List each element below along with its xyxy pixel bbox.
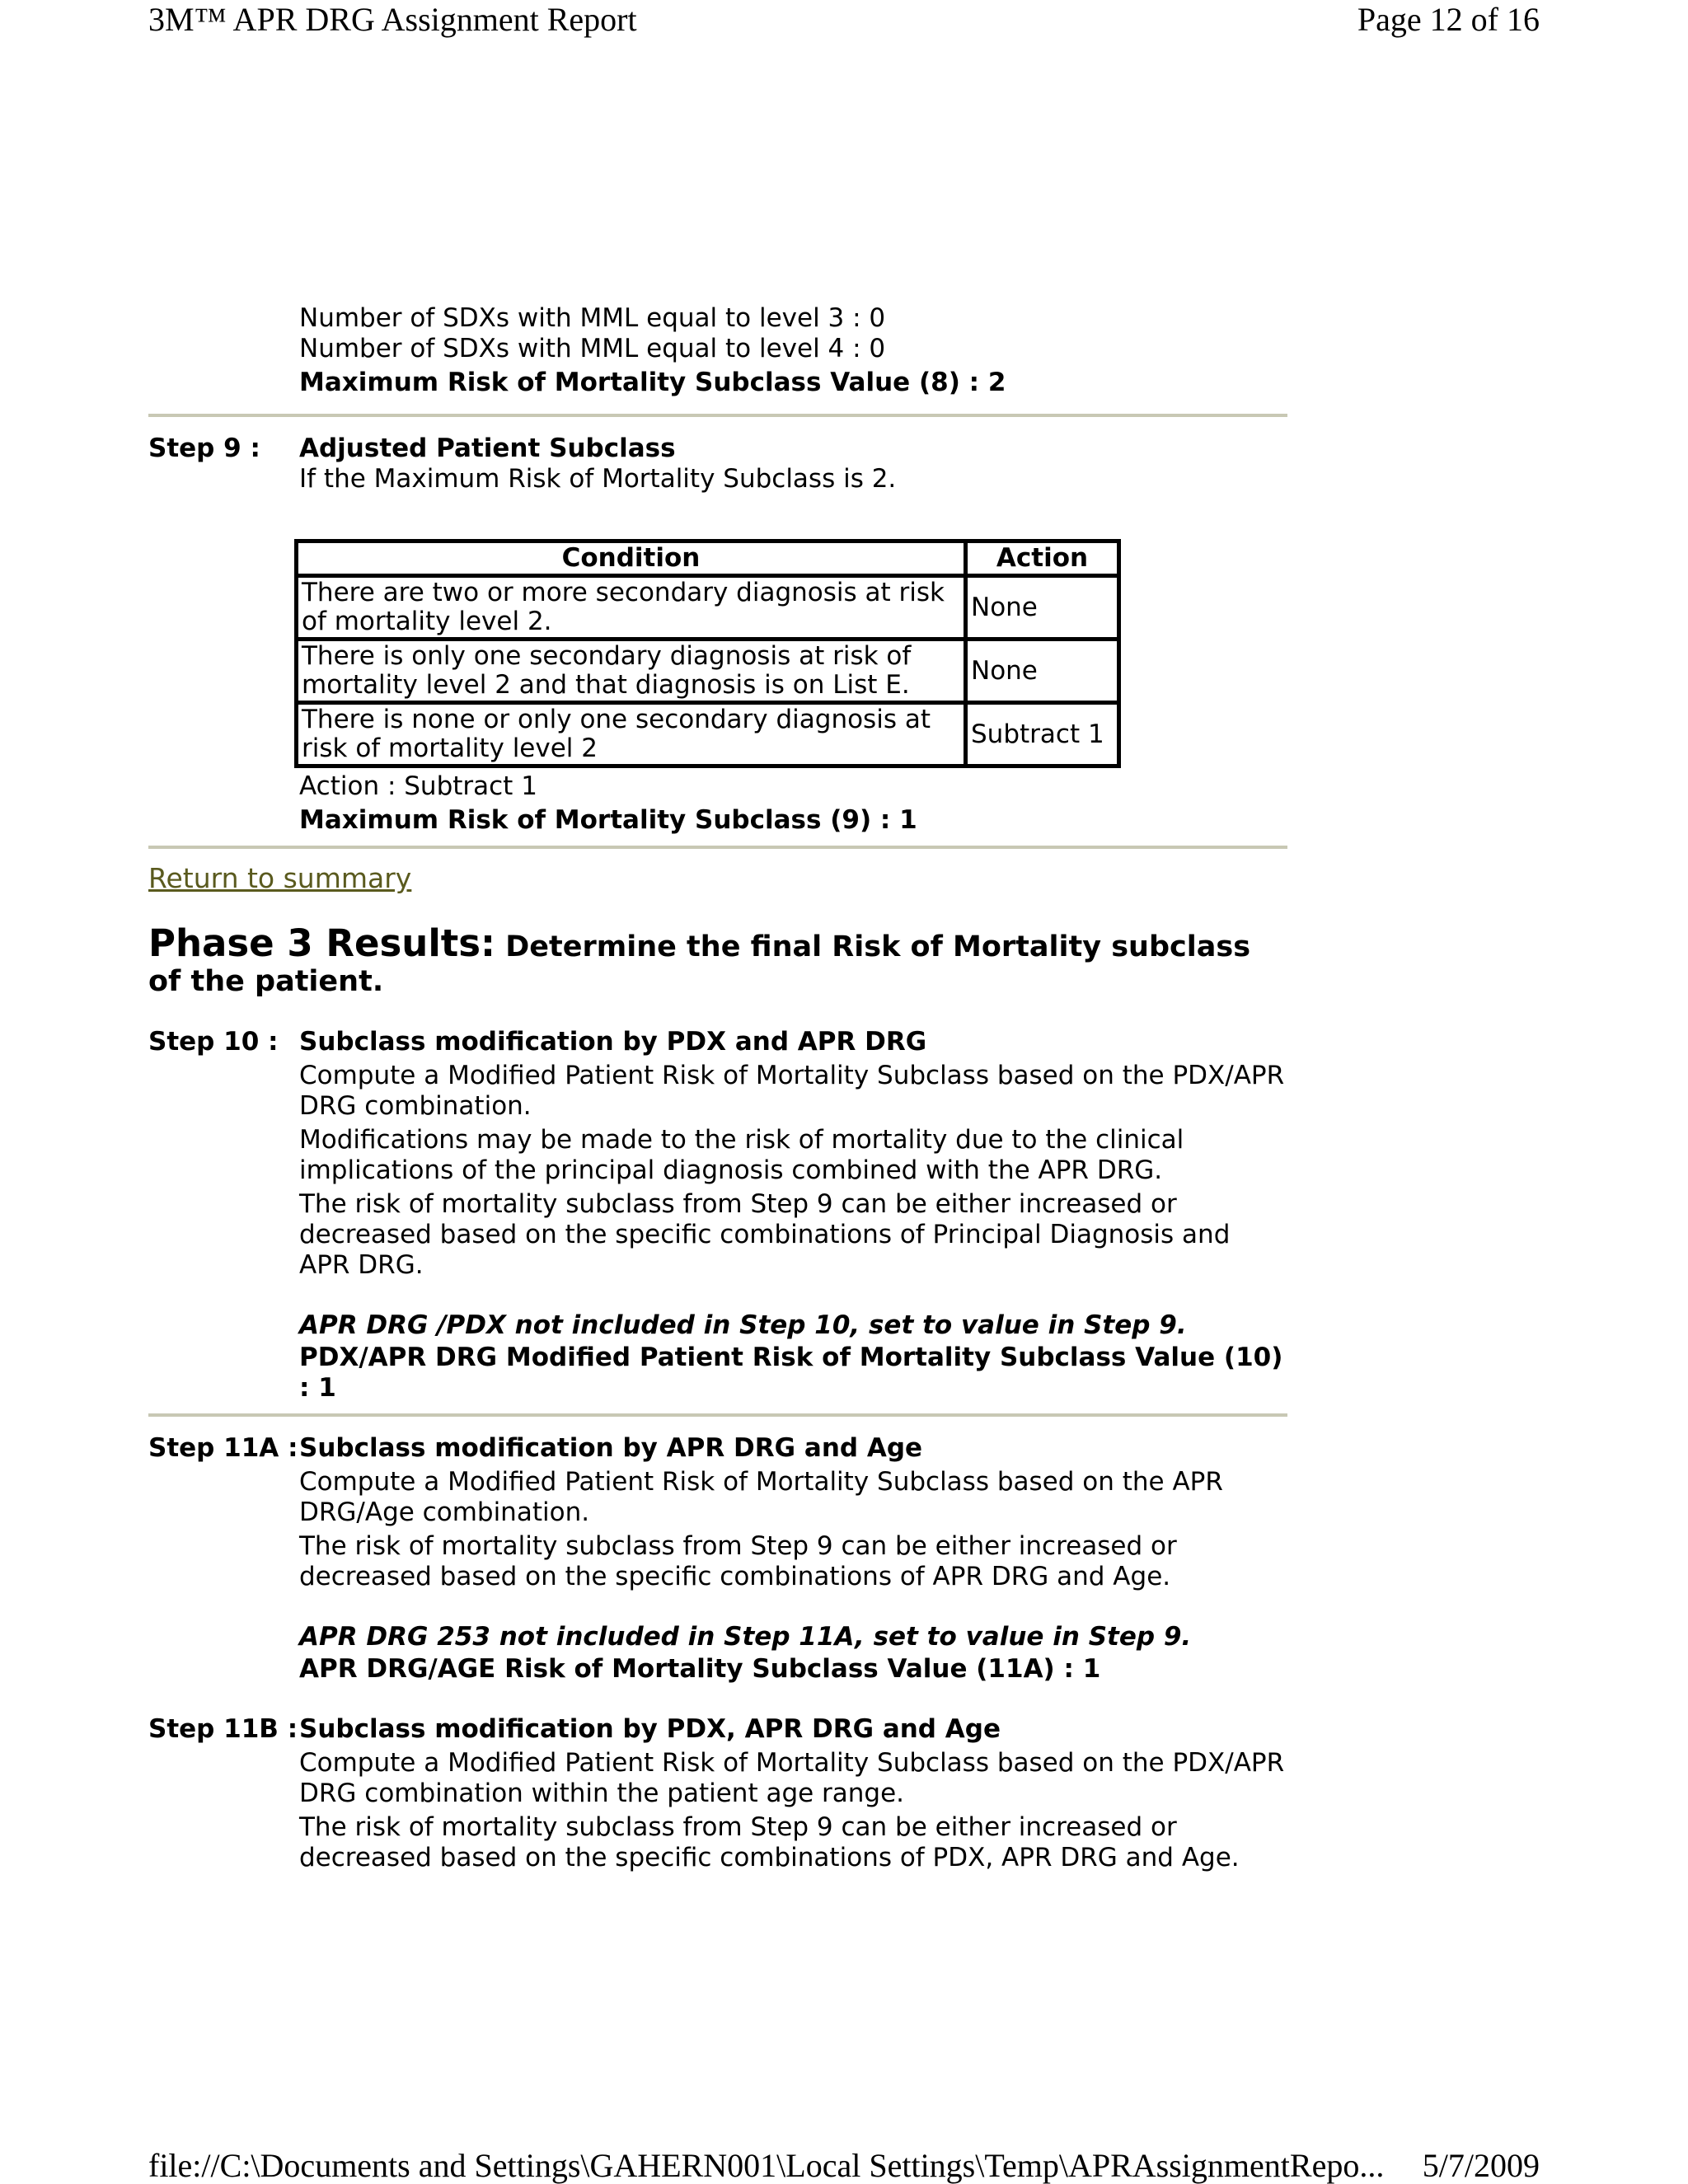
step11a-section	[148, 1433, 1287, 1685]
step10-result: PDX/APR DRG Modified Patient Risk of Mortality Subclass Value (10) : 1	[299, 1343, 1283, 1403]
print-footer	[148, 2146, 1540, 2184]
page-number: Page 12 of 16	[1357, 1, 1540, 38]
step9-action: Action : Subtract 1	[299, 771, 537, 801]
step11a-paragraph: The risk of mortality subclass from Step 9 can be either increased or decreased based on the specific combinations of APR DRG and Age.	[299, 1531, 1177, 1591]
step11a-note: APR DRG 253 not included in Step 11A, set to value in Step 9.	[299, 1622, 1192, 1652]
step9-outcome	[299, 771, 1287, 836]
condition-cell: There is none or only one secondary diagnosis at risk of mortality level 2	[297, 703, 966, 766]
step10-paragraph: Modifications may be made to the risk of mortality due to the clinical implications of the principal diagnosis combined with the APR DRG.	[299, 1125, 1184, 1185]
action-cell: Subtract 1	[966, 703, 1119, 766]
step9-section	[148, 434, 1287, 494]
print-header	[148, 0, 1540, 40]
phase3-heading	[148, 921, 1287, 999]
step11b-paragraph: The risk of mortality subclass from Step 9 can be either increased or decreased based on the specific combinations of PDX, APR DRG and Age.	[299, 1812, 1240, 1872]
condition-cell: There is only one secondary diagnosis at risk of mortality level 2 and that diagnosis is on List E.	[297, 640, 966, 703]
table-row	[297, 640, 1119, 703]
table-row	[297, 703, 1119, 766]
table-header-row	[297, 541, 1119, 576]
step10-section	[148, 1027, 1287, 1404]
step9-title: Adjusted Patient Subclass	[299, 434, 676, 463]
separator	[148, 846, 1287, 849]
column-header-condition: Condition	[297, 541, 966, 576]
step9-description: If the Maximum Risk of Mortality Subclass is 2.	[299, 464, 897, 494]
step10-paragraph: Compute a Modified Patient Risk of Mortality Subclass based on the PDX/APR DRG combination.	[299, 1061, 1285, 1121]
step11a-title: Subclass modification by APR DRG and Age	[299, 1433, 923, 1463]
sdx-level3-count: Number of SDXs with MML equal to level 3 : 0	[299, 303, 886, 333]
sdx-summary	[299, 303, 1287, 398]
step11b-label: Step 11B :	[148, 1714, 298, 1744]
condition-cell: There are two or more secondary diagnosis at risk of mortality level 2.	[297, 576, 966, 640]
table-row	[297, 576, 1119, 640]
phase3-prefix: Phase 3 Results:	[148, 921, 496, 965]
action-cell: None	[966, 576, 1119, 640]
step9-label: Step 9 :	[148, 434, 260, 463]
step10-label: Step 10 :	[148, 1027, 279, 1057]
report-title: 3M™ APR DRG Assignment Report	[148, 1, 637, 38]
report-content	[148, 303, 1287, 1873]
step11b-title: Subclass modification by PDX, APR DRG and Age	[299, 1714, 1001, 1744]
step10-paragraph: The risk of mortality subclass from Step 9 can be either increased or decreased based on the specific combinations of Principal Diagnosis and APR DRG.	[299, 1189, 1231, 1280]
step11b-section	[148, 1714, 1287, 1873]
step10-note: APR DRG /PDX not included in Step 10, set to value in Step 9.	[299, 1310, 1187, 1340]
print-date: 5/7/2009	[1422, 2147, 1540, 2184]
phase3-text: Determine the final Risk of Mortality subclass of the patient.	[148, 930, 1251, 998]
condition-table	[294, 539, 1121, 768]
step11a-label: Step 11A :	[148, 1433, 298, 1463]
file-path: file://C:\Documents and Settings\GAHERN001\Local Settings\Temp\APRAssignmentRepo...	[148, 2147, 1385, 2184]
action-cell: None	[966, 640, 1119, 703]
column-header-action: Action	[966, 541, 1119, 576]
separator	[148, 414, 1287, 417]
step11a-paragraph: Compute a Modified Patient Risk of Mortality Subclass based on the APR DRG/Age combination.	[299, 1467, 1223, 1527]
sdx-level4-count: Number of SDXs with MML equal to level 4 : 0	[299, 334, 886, 363]
separator	[148, 1413, 1287, 1417]
step8-result: Maximum Risk of Mortality Subclass Value (8) : 2	[299, 368, 1006, 397]
step11a-result: APR DRG/AGE Risk of Mortality Subclass Value (11A) : 1	[299, 1654, 1101, 1684]
step9-result: Maximum Risk of Mortality Subclass (9) : 1	[299, 805, 917, 835]
step11b-paragraph: Compute a Modified Patient Risk of Mortality Subclass based on the PDX/APR DRG combination within the patient age range.	[299, 1748, 1285, 1808]
return-to-summary-link[interactable]: Return to summary	[148, 862, 412, 894]
step10-title: Subclass modification by PDX and APR DRG	[299, 1027, 927, 1057]
